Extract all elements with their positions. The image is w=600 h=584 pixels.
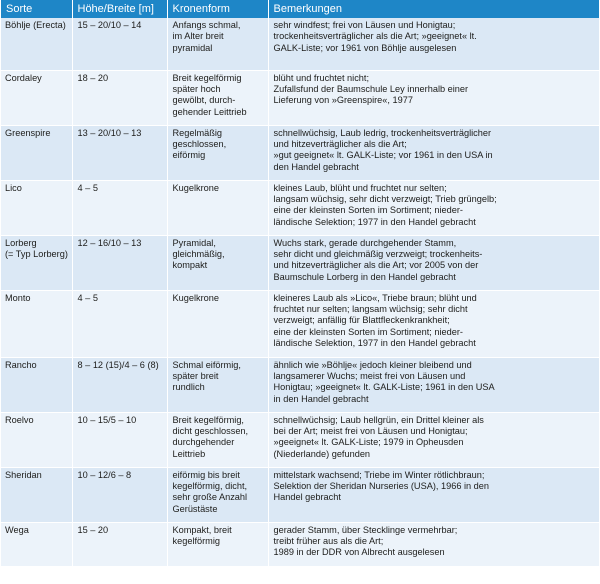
cell-kronenform	[167, 18, 268, 70]
cell-text-line: sehr dicht und gleichmäßig verzweigt; trockenheits-	[273, 248, 483, 259]
cell-text-line: 18 – 20	[77, 72, 109, 83]
table-row	[1, 290, 599, 357]
cell-sorte	[1, 522, 72, 566]
cell-text-line: geschlossen,	[172, 138, 227, 149]
cell-text-line: rundlich	[172, 382, 205, 393]
cell-text-line: Schmal eiförmig,	[172, 359, 241, 370]
cell-text-line: kompakt	[172, 260, 208, 271]
cell-text-line: Selektion der Sheridan Nurseries (USA), 1966 in den	[273, 480, 490, 491]
table-row	[1, 18, 599, 70]
cell-text-line: eine der kleinsten Sorten im Sortiment; nieder-	[273, 326, 463, 337]
cell-text-line: Cordaley	[5, 72, 42, 83]
cell-text-line: (= Typ Lorberg)	[5, 248, 68, 259]
table-row	[1, 125, 599, 180]
cell-text-line: Rancho	[5, 359, 37, 370]
cell-text-line: später hoch	[172, 83, 221, 94]
cell-kronenform	[167, 70, 268, 125]
table-header	[1, 0, 599, 18]
cell-text-line: langsam wüchsig, sehr dicht verzweigt; Trieb grüngelb;	[273, 193, 497, 204]
cell-kronenform	[167, 412, 268, 467]
table-body	[1, 18, 599, 566]
cell-text-line: Böhlje (Erecta)	[5, 20, 66, 30]
header-hoehe-breite: Höhe/Breite [m]	[72, 0, 167, 18]
cell-text-line: kleineres Laub als »Lico«, Triebe braun; blüht und	[273, 292, 477, 303]
cell-text-line: im Alter breit	[172, 31, 224, 42]
cell-text-line: (Niederlande) gefunden	[273, 448, 371, 459]
header-sorte: Sorte	[1, 0, 72, 18]
cell-kronenform	[167, 125, 268, 180]
cell-text-line: Lico	[5, 182, 22, 193]
cell-text-line: Wuchs stark, gerade durchgehender Stamm,	[273, 237, 457, 248]
cell-text-line: »gut geeignet« lt. GALK-Liste; vor 1961 in den USA in	[273, 150, 493, 161]
cell-text-line: Kompakt, breit	[172, 524, 232, 535]
cell-text-line: 1989 in der DDR von Albrecht ausgelesen	[273, 547, 445, 558]
cell-hoehe-breite	[72, 357, 167, 412]
cell-text-line: durchgehender	[172, 437, 235, 448]
cell-hoehe-breite	[72, 522, 167, 566]
table-row	[1, 70, 599, 125]
cell-text-line: Pyramidal,	[172, 237, 216, 248]
cell-text-line: langsamerer Wuchs; meist frei von Läusen und	[273, 370, 466, 381]
cell-kronenform	[167, 522, 268, 566]
cell-kronenform	[167, 290, 268, 357]
cell-text-line: mittelstark wachsend; Triebe im Winter rötlichbraun;	[273, 469, 485, 480]
cell-sorte	[1, 357, 72, 412]
cell-kronenform	[167, 467, 268, 522]
cell-text-line: sehr große Anzahl	[172, 492, 248, 503]
cell-text-line: sehr windfest; frei von Läusen und Honigtau;	[273, 20, 456, 30]
cell-hoehe-breite	[72, 235, 167, 290]
cell-text-line: fruchtet nur selten; langsam wüchsig; sehr dicht	[273, 303, 468, 314]
cell-hoehe-breite	[72, 412, 167, 467]
cell-text-line: kegelförmig	[172, 535, 220, 546]
cell-kronenform	[167, 357, 268, 412]
cell-text-line: kleines Laub, blüht und fruchtet nur selten;	[273, 182, 447, 193]
cell-sorte	[1, 290, 72, 357]
table-row	[1, 235, 599, 290]
cell-text-line: kegelförmig, dicht,	[172, 480, 248, 491]
cell-bemerkungen	[268, 180, 599, 235]
cell-text-line: Kugelkrone	[172, 182, 219, 193]
cultivar-table	[1, 0, 599, 567]
cell-bemerkungen	[268, 412, 599, 467]
cell-text-line: Greenspire	[5, 127, 51, 138]
cell-sorte	[1, 467, 72, 522]
cell-text-line: und hitzeverträglicher als die Art; vor 2005 von der	[273, 260, 479, 271]
table-row	[1, 357, 599, 412]
cell-text-line: ländische Selektion, 1977 in den Handel gebracht	[273, 338, 476, 349]
cell-hoehe-breite	[72, 290, 167, 357]
cell-text-line: Roelvo	[5, 414, 34, 425]
cell-text-line: 4 – 5	[77, 292, 98, 303]
cell-text-line: ländische Selektion; 1977 in den Handel gebracht	[273, 216, 476, 227]
cell-text-line: pyramidal	[172, 42, 213, 53]
cell-text-line: Wega	[5, 524, 29, 535]
cell-text-line: schnellwüchsig; Laub hellgrün, ein Drittel kleiner als	[273, 414, 484, 425]
cell-text-line: treibt früher aus als die Art;	[273, 535, 384, 546]
cell-hoehe-breite	[72, 18, 167, 70]
cell-sorte	[1, 18, 72, 70]
header-row	[1, 0, 599, 18]
cell-text-line: gehender Leittrieb	[172, 106, 247, 117]
cell-text-line: Lieferung von »Greenspire«, 1977	[273, 95, 413, 106]
cell-text-line: eine der kleinsten Sorten im Sortiment; nieder-	[273, 205, 463, 216]
cell-kronenform	[167, 180, 268, 235]
cell-text-line: 15 – 20	[77, 524, 109, 535]
cell-bemerkungen	[268, 290, 599, 357]
cell-text-line: ähnlich wie »Böhlje« jedoch kleiner bleibend und	[273, 359, 472, 370]
cell-text-line: den Handel gebracht	[273, 161, 359, 172]
cell-text-line: gewölbt, durch-	[172, 95, 236, 106]
cell-text-line: 10 – 12/6 – 8	[77, 469, 132, 480]
cell-text-line: Sheridan	[5, 469, 42, 480]
cell-text-line: 8 – 12 (15)/4 – 6 (8)	[77, 359, 159, 370]
cell-text-line: Baumschule Lorberg in den Handel gebracht	[273, 271, 456, 282]
table-row	[1, 467, 599, 522]
cell-bemerkungen	[268, 235, 599, 290]
cell-kronenform	[167, 235, 268, 290]
cell-text-line: Breit kegelförmig	[172, 72, 242, 83]
cell-text-line: und hitzeverträglicher als die Art;	[273, 138, 407, 149]
cell-text-line: Kugelkrone	[172, 292, 219, 303]
table-row	[1, 180, 599, 235]
cell-hoehe-breite	[72, 125, 167, 180]
cell-text-line: eiförmig bis breit	[172, 469, 240, 480]
cell-text-line: GALK-Liste; vor 1961 von Böhlje ausgelesen	[273, 42, 457, 53]
header-kronenform: Kronenform	[167, 0, 268, 18]
cell-bemerkungen	[268, 70, 599, 125]
cell-text-line: 10 – 15/5 – 10	[77, 414, 137, 425]
cell-text-line: Honigtau; »geeignet« lt. GALK-Liste; 1961 in den USA	[273, 382, 495, 393]
cell-bemerkungen	[268, 467, 599, 522]
cell-text-line: in den Handel gebracht	[273, 393, 369, 404]
table-row	[1, 522, 599, 566]
header-bemerkungen: Bemerkungen	[268, 0, 599, 18]
cell-bemerkungen	[268, 522, 599, 566]
cell-text-line: trockenheitsverträglicher als die Art; »geeignet« lt.	[273, 31, 477, 42]
cell-text-line: 13 – 20/10 – 13	[77, 127, 142, 138]
cell-sorte	[1, 70, 72, 125]
cell-text-line: eiförmig	[172, 150, 206, 161]
cell-text-line: 4 – 5	[77, 182, 98, 193]
cell-sorte	[1, 125, 72, 180]
cell-text-line: 15 – 20/10 – 14	[77, 20, 142, 30]
cell-sorte	[1, 235, 72, 290]
cell-text-line: Zufallsfund der Baumschule Ley innerhalb einer	[273, 83, 469, 94]
cell-text-line: Monto	[5, 292, 31, 303]
cell-sorte	[1, 180, 72, 235]
cell-text-line: Breit kegelförmig,	[172, 414, 244, 425]
cell-text-line: Gerüstäste	[172, 503, 218, 514]
cell-text-line: »geeignet« lt. GALK-Liste; 1979 in Opheusden	[273, 437, 464, 448]
cell-text-line: dicht geschlossen,	[172, 425, 249, 436]
cell-text-line: Leittrieb	[172, 448, 206, 459]
cell-bemerkungen	[268, 125, 599, 180]
cell-hoehe-breite	[72, 467, 167, 522]
cell-bemerkungen	[268, 18, 599, 70]
cell-text-line: 12 – 16/10 – 13	[77, 237, 142, 248]
cell-text-line: Lorberg	[5, 237, 37, 248]
cell-text-line: gleichmäßig,	[172, 248, 225, 259]
cell-bemerkungen	[268, 357, 599, 412]
table-row	[1, 412, 599, 467]
cell-text-line: gerader Stamm, über Stecklinge vermehrbar;	[273, 524, 458, 535]
cell-text-line: bei der Art; meist frei von Läusen und Honigtau;	[273, 425, 468, 436]
cell-text-line: blüht und fruchtet nicht;	[273, 72, 370, 83]
cell-text-line: Handel gebracht	[273, 492, 341, 503]
cell-text-line: Anfangs schmal,	[172, 20, 241, 30]
cell-hoehe-breite	[72, 180, 167, 235]
cell-sorte	[1, 412, 72, 467]
cell-text-line: schnellwüchsig, Laub ledrig, trockenheitsverträglicher	[273, 127, 492, 138]
cell-hoehe-breite	[72, 70, 167, 125]
cell-text-line: verzweigt; anfällig für Blattfleckenkrankheit;	[273, 315, 450, 326]
cell-text-line: Regelmäßig	[172, 127, 223, 138]
cell-text-line: später breit	[172, 370, 219, 381]
